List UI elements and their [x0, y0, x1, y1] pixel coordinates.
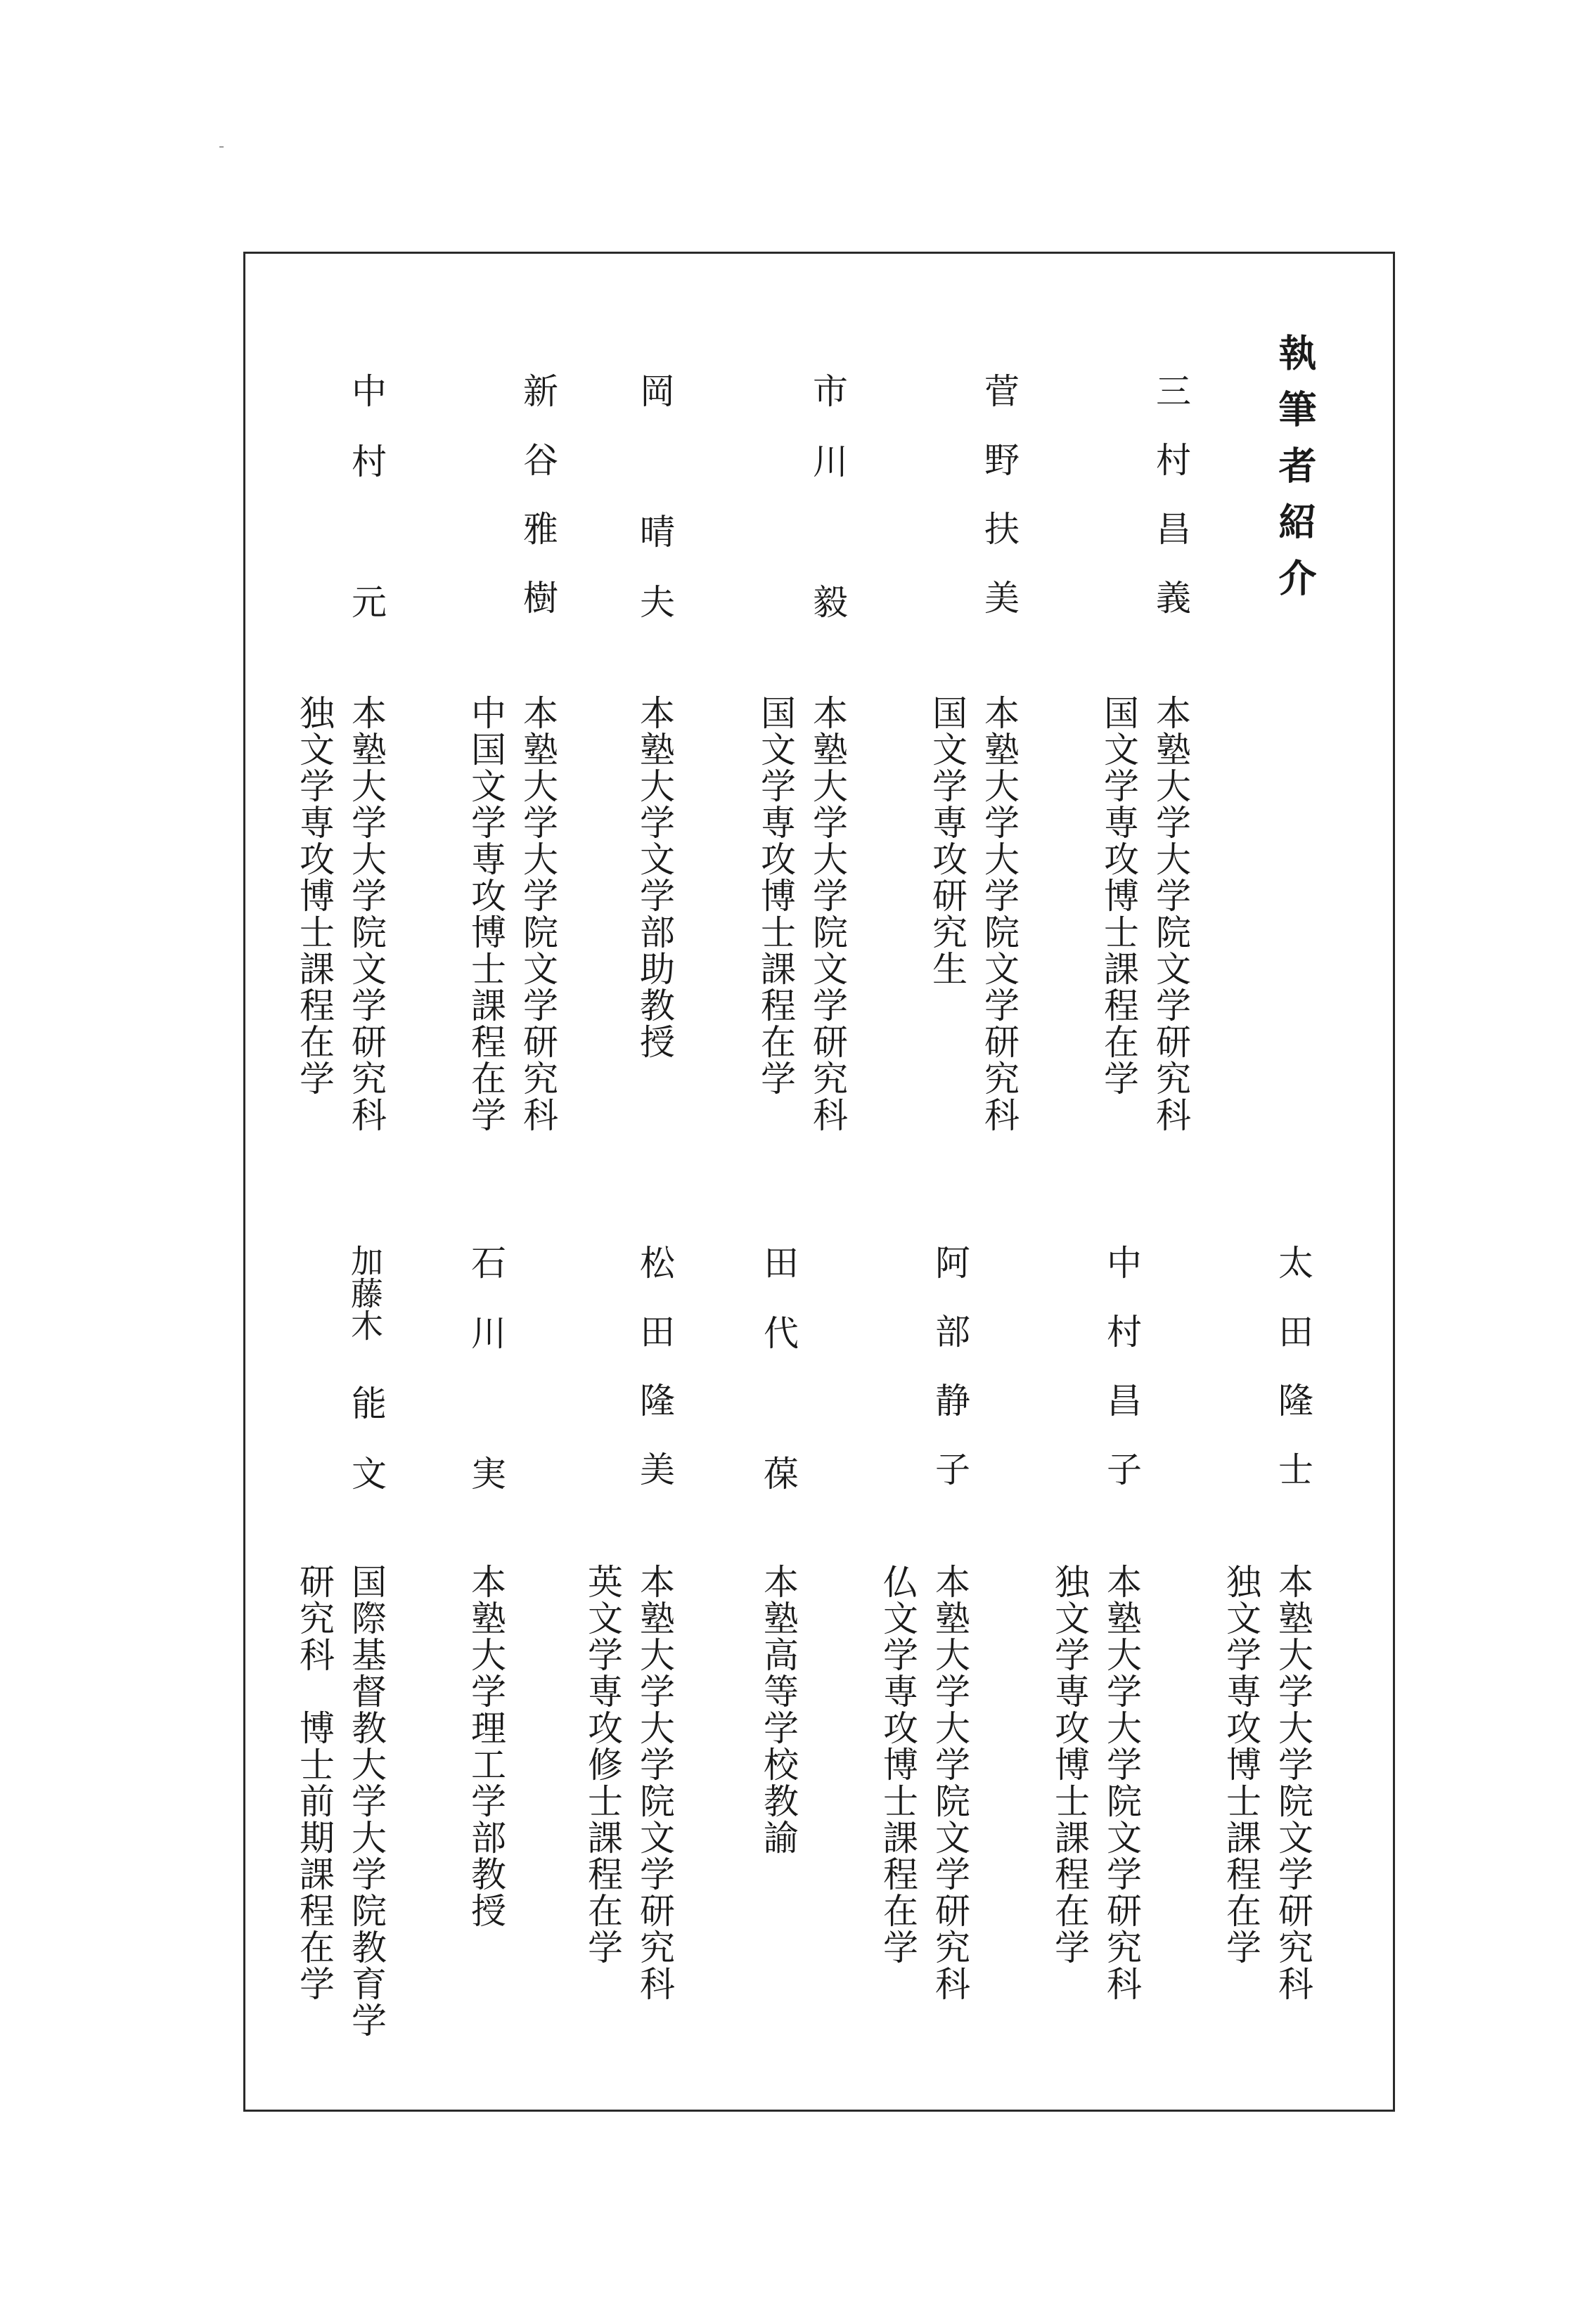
author-name-part: 実 — [465, 1455, 506, 1490]
author-name-part: 能 — [346, 1385, 387, 1420]
author-affiliation: 英文学専攻修士課程在学 — [582, 1563, 623, 1965]
author-name-part: 市 — [807, 373, 848, 408]
author-affiliation: 独文学専攻博士課程在学 — [294, 695, 335, 1097]
author-affiliation: 仏文学専攻博士課程在学 — [878, 1563, 918, 1965]
author-name-part: 代 — [758, 1315, 799, 1350]
author-affiliation: 本塾大学大学院文学研究科 — [634, 1563, 675, 2002]
author-affiliation: 本塾大学大学院文学研究科 — [1101, 1563, 1142, 2002]
author-affiliation: 独文学専攻博士課程在学 — [1221, 1563, 1261, 1965]
author-affiliation: 独文学専攻博士課程在学 — [1049, 1563, 1090, 1965]
author-name-part: 加藤木 — [346, 1244, 384, 1341]
author-name: 新谷雅樹 — [518, 373, 558, 648]
page-title: 執筆者紹介 — [1273, 333, 1317, 614]
author-affiliation: 本塾大学文学部助教授 — [634, 695, 675, 1060]
author-name-part: 川 — [465, 1315, 506, 1350]
author-affiliation: 国文学専攻博士課程在学 — [1098, 695, 1139, 1097]
author-name-part: 夫 — [634, 583, 675, 619]
author-name-part: 川 — [807, 443, 848, 478]
author-affiliation: 国際基督教大学大学院教育学 — [346, 1563, 387, 2039]
author-affiliation: 本塾大学理工学部教授 — [465, 1563, 506, 1929]
author-name: 三村昌義 — [1150, 373, 1191, 648]
author-name: 菅野扶美 — [979, 373, 1020, 648]
author-affiliation: 本塾大学大学院文学研究科 — [807, 695, 848, 1133]
author-name-part: 毅 — [807, 583, 848, 619]
author-name-part: 田 — [758, 1244, 799, 1279]
author-name-part: 元 — [346, 583, 387, 619]
author-name: 松田隆美 — [634, 1244, 675, 1520]
author-name-part: 村 — [346, 443, 387, 478]
author-name-part: 中 — [346, 373, 387, 408]
author-name: 太田隆士 — [1273, 1244, 1313, 1520]
author-name-part: 岡 — [634, 373, 675, 408]
author-name: 中村昌子 — [1101, 1244, 1142, 1520]
author-affiliation: 本塾大学大学院文学研究科 — [1150, 695, 1191, 1133]
author-affiliation: 研究科 博士前期課程在学 — [294, 1563, 335, 2002]
author-name-part: 晴 — [634, 513, 675, 548]
author-affiliation: 本塾大学大学院文学研究科 — [979, 695, 1020, 1133]
author-affiliation: 本塾大学大学院文学研究科 — [1273, 1563, 1313, 2002]
scan-mark — [219, 146, 224, 148]
author-affiliation: 本塾高等学校教諭 — [758, 1563, 799, 1856]
author-affiliation: 本塾大学大学院文学研究科 — [930, 1563, 970, 2002]
author-affiliation: 本塾大学大学院文学研究科 — [346, 695, 387, 1133]
author-name-part: 石 — [465, 1244, 506, 1279]
author-name-part: 葆 — [758, 1455, 799, 1490]
author-name-part: 文 — [346, 1455, 387, 1490]
author-affiliation: 国文学専攻研究生 — [927, 695, 968, 987]
author-affiliation: 国文学専攻博士課程在学 — [755, 695, 796, 1097]
author-affiliation: 中国文学専攻博士課程在学 — [465, 695, 506, 1133]
author-name: 阿部静子 — [930, 1244, 970, 1520]
author-affiliation: 本塾大学大学院文学研究科 — [518, 695, 558, 1133]
